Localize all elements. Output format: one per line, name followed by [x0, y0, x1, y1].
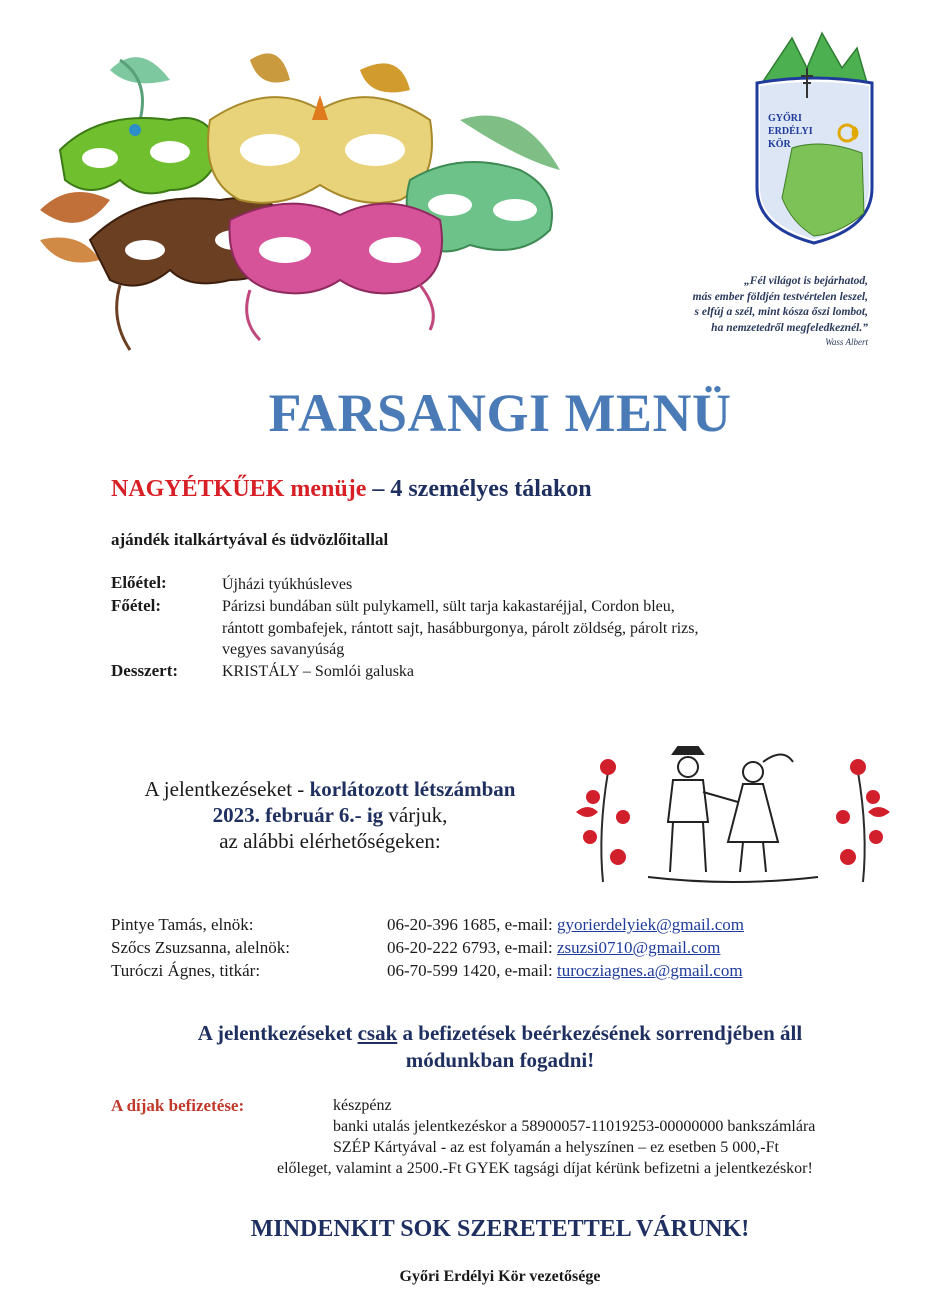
course-text-starter — [222, 574, 822, 596]
notice-part1: A jelentkezéseket — [197, 1021, 358, 1045]
fee-line-cash: készpénz — [333, 1097, 392, 1114]
quote-line: s elfúj a szél, mint kósza őszi lombot, — [694, 306, 868, 318]
signup-line3: az alábbi elérhetőségeken: — [219, 829, 441, 853]
contact-name-vice-president: Szőcs Zsuzsanna, alelnök: — [111, 938, 290, 957]
course-line: rántott gombafejek, rántott sajt, hasábburgonya, párolt zöldség, párolt rizs, — [222, 619, 699, 637]
course-label-dessert: Desszert: — [111, 661, 179, 680]
gift-line: ajándék italkártyával és üdvözlőitallal — [111, 530, 389, 549]
course-line: KRISTÁLY – Somlói galuska — [222, 663, 415, 680]
contact-info-vice-president — [387, 938, 720, 958]
contact-info-president — [387, 915, 744, 935]
page-title: FARSANGI MENÜ — [268, 383, 732, 443]
quote-line: ha nemzetedről megfeledkeznél.” — [711, 321, 868, 334]
contact-phone: 06-70-599 1420, e-mail: — [387, 961, 557, 980]
contact-name-secretary: Turóczi Ágnes, titkár: — [111, 961, 261, 980]
logo-text-line-1: GYŐRI — [768, 113, 802, 124]
menu-heading-serving: – 4 személyes tálakon — [366, 476, 592, 502]
signature: Győri Erdélyi Kör vezetősége — [399, 1268, 601, 1285]
gyori-erdelyi-kor-logo — [752, 28, 877, 248]
logo-text-line-3: KÖR — [768, 139, 791, 150]
email-link-president[interactable]: gyorierdelyiek@gmail.com — [556, 915, 744, 934]
signup-part1: A jelentkezéseket - — [144, 777, 310, 801]
gold-mask — [208, 95, 432, 203]
course-text-dessert — [222, 661, 822, 683]
folk-dancers-image — [568, 742, 898, 892]
fee-line-deposit: előleget, valamint a 2500.-Ft GYEK tagsági díjat kérünk befizetni a jelentkezéskor! — [277, 1160, 813, 1177]
closing-message: MINDENKIT SOK SZERETETTEL VÁRUNK! — [250, 1216, 750, 1242]
menu-heading-name: NAGYÉTKŰEK menüje — [111, 476, 367, 502]
course-text-main — [222, 596, 822, 661]
quote-block — [600, 274, 868, 349]
fee-line-szep: SZÉP Kártyával - az est folyamán a helyszínen – ez esetben 5 000,-Ft — [333, 1139, 779, 1156]
quote-line: „Fél világot is bejárhatod, — [744, 275, 868, 287]
contact-phone: 06-20-396 1685, e-mail: — [387, 915, 557, 934]
registration-notice — [60, 1020, 930, 1074]
fee-line-bank: banki utalás jelentkezéskor a 58900057-11019253-00000000 bankszámlára — [333, 1118, 816, 1135]
quote-line: más ember földjén testvértelen leszel, — [692, 290, 868, 303]
floral-ornament-left — [576, 759, 630, 882]
signup-text — [105, 776, 555, 854]
course-label-starter: Előétel: — [111, 573, 167, 592]
signup-deadline: 2023. február 6.- ig — [212, 803, 384, 827]
signup-limited: korlátozott létszámban — [309, 777, 516, 801]
notice-line2: módunkban fogadni! — [405, 1048, 595, 1072]
course-label-main: Főétel: — [111, 596, 162, 615]
quote-author: Wass Albert — [825, 337, 868, 347]
floral-ornament-right — [836, 759, 890, 882]
course-line: Párizsi bundában sült pulykamell, sült tarja kakastaréjjal, Cordon bleu, — [222, 598, 675, 615]
contact-name-president: Pintye Tamás, elnök: — [111, 915, 254, 934]
contact-info-secretary — [387, 961, 743, 981]
menu-heading — [111, 476, 592, 503]
course-line: Újházi tyúkhúsleves — [222, 576, 353, 593]
notice-part2: a befizetések beérkezésének sorrendjében áll — [397, 1021, 803, 1045]
signup-part2: várjuk, — [383, 803, 448, 827]
carnival-masks-image — [20, 40, 580, 360]
fees-label: A díjak befizetése: — [111, 1096, 245, 1115]
email-link-secretary[interactable]: turocziagnes.a@gmail.com — [556, 961, 743, 980]
logo-text-line-2: ERDÉLYI — [768, 126, 813, 137]
contact-phone: 06-20-222 6793, e-mail: — [387, 938, 557, 957]
green-mask — [60, 118, 220, 193]
email-link-vice-president[interactable]: zsuzsi0710@gmail.com — [556, 938, 721, 957]
course-line: vegyes savanyúság — [222, 641, 345, 658]
notice-underlined: csak — [357, 1021, 398, 1045]
dancing-couple — [648, 747, 818, 882]
